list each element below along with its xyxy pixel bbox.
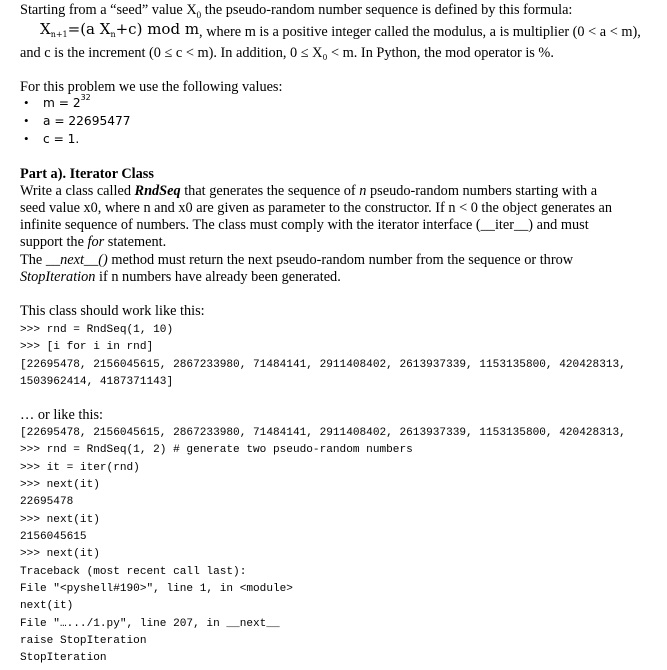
example-intro: This class should work like this: (20, 303, 205, 319)
code-line: >>> it = iter(rnd) (20, 462, 140, 474)
subscript: 0 (196, 9, 202, 20)
value-c: c = 1. (43, 132, 80, 146)
values-heading: For this problem we use the following values: (20, 79, 283, 95)
bullet-icon: • (24, 113, 29, 128)
code-line: [22695478, 2156045615, 2867233980, 71484141, 2911408402, 2613937339, 1153135800, 420428313, (20, 359, 626, 371)
intro-line-3: and c is the increment (0 ≤ c < m). In addition, 0 ≤ X₀ < m. In Python, the mod operator is %. (20, 45, 554, 61)
intro-text: the pseudo-random number sequence is defined by this formula: (201, 2, 573, 18)
code-line: >>> rnd = RndSeq(1, 10) (20, 324, 174, 336)
formula-sub: n (110, 30, 116, 39)
value-m: $m = 2^{32}$ (43, 93, 91, 110)
code-line: >>> rnd = RndSeq(1, 2) # generate two pseudo-random numbers (20, 444, 413, 456)
section-title: Part a). Iterator Class (20, 166, 154, 182)
formula-eq: =(a X (67, 20, 111, 38)
part-a-line-2: seed value x0, where n and x0 are given as parameter to the constructor. If n < 0 the object generates an (20, 200, 613, 216)
code-line: >>> [i for i in rnd] (20, 341, 154, 353)
formula-tail: , where m is a positive integer called the modulus, a is multiplier (0 < a < m), (199, 24, 641, 40)
code-line: next(it) (20, 600, 74, 612)
value-a: a = 22695477 (43, 114, 131, 128)
part-a-line-4: support the for statement. (20, 234, 167, 250)
part-a-line-6: StopIteration if n numbers have already been generated. (20, 269, 341, 285)
formula-rest: +c) mod m (115, 20, 200, 38)
formula-line (40, 20, 641, 39)
formula (40, 20, 199, 38)
code-line: Traceback (most recent call last): (20, 566, 247, 578)
bullet-icon: • (24, 95, 29, 110)
superscript: 32 (80, 93, 91, 102)
code-line: StopIteration (20, 652, 107, 664)
code-line: 2156045615 (20, 531, 87, 543)
part-a-line-1: Write a class called RndSeq that generates the sequence of n pseudo-random numbers starting with a (20, 183, 598, 199)
example-intro: … or like this: (20, 407, 103, 423)
code-line: >>> next(it) (20, 479, 100, 491)
bullet-icon: • (24, 131, 29, 146)
code-line: [22695478, 2156045615, 2867233980, 71484141, 2911408402, 2613937339, 1153135800, 420428313, (20, 427, 626, 439)
code-line: File "<pyshell#190>", line 1, in <module> (20, 583, 293, 595)
intro-text: Starting from a “seed” value X (20, 2, 197, 18)
class-name: RndSeq (134, 183, 181, 199)
code-line: raise StopIteration (20, 635, 147, 647)
code-line: >>> next(it) (20, 514, 100, 526)
code-line: File "….../1.py", line 207, in __next__ (20, 618, 280, 630)
code-line: 1503962414, 4187371143] (20, 376, 174, 388)
code-line: 22695478 (20, 496, 74, 508)
part-a-line-3: infinite sequence of numbers. The class must comply with the iterator interface (__iter__) and must (20, 217, 589, 233)
formula-sub: n+1 (50, 30, 68, 39)
part-a-line-5: The __next__() method must return the next pseudo-random number from the sequence or throw (20, 252, 574, 268)
formula-lhs: X (40, 20, 51, 38)
code-line: >>> next(it) (20, 548, 100, 560)
